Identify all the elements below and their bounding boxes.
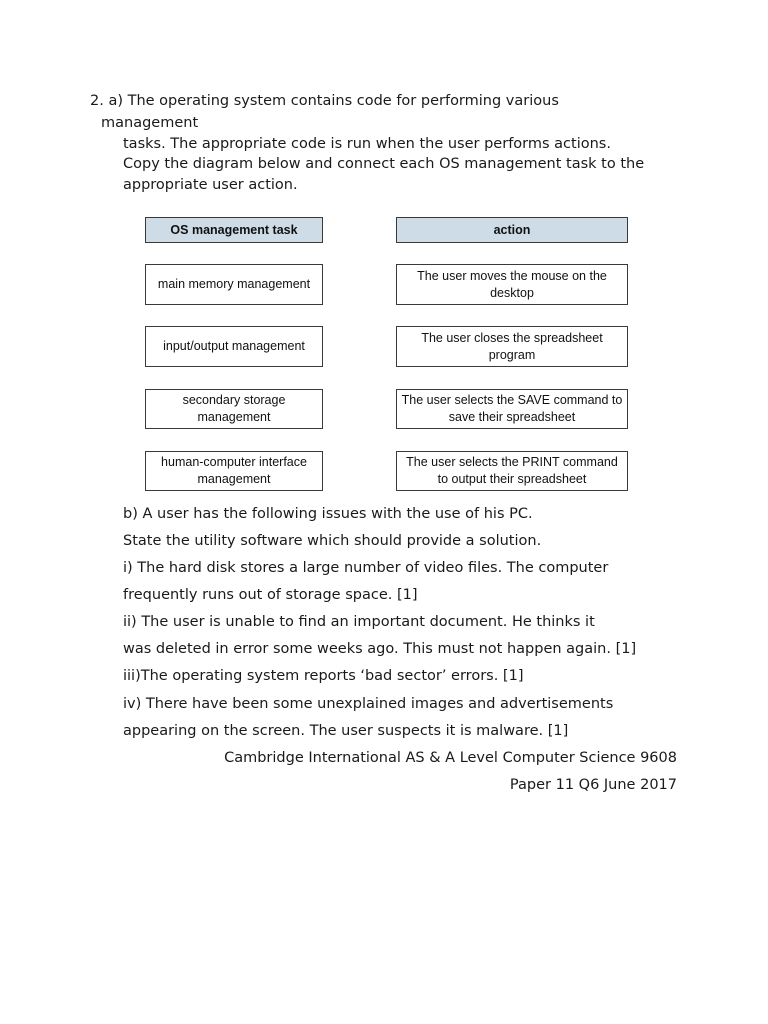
source-line-2: Paper 11 Q6 June 2017 xyxy=(509,777,677,793)
task-box-io: input/output management xyxy=(145,326,323,367)
action-box-mouse: The user moves the mouse on the desktop xyxy=(396,264,628,305)
task-column-header: OS management task xyxy=(145,217,323,243)
source-line-1: Cambridge International AS & A Level Computer Science 9608 xyxy=(224,750,677,766)
question-b-line-3: i) The hard disk stores a large number of video files. The computer xyxy=(123,560,609,576)
question-b-line-9: appearing on the screen. The user suspects it is malware. [1] xyxy=(123,723,569,739)
question-a-line-1: 2. a) The operating system contains code for performing various xyxy=(90,93,559,109)
question-b-line-8: iv) There have been some unexplained images and advertisements xyxy=(123,696,614,712)
question-b-line-2: State the utility software which should provide a solution. xyxy=(123,533,542,549)
question-b-line-1: b) A user has the following issues with the use of his PC. xyxy=(123,506,533,522)
action-box-close: The user closes the spreadsheet program xyxy=(396,326,628,367)
task-box-hci: human-computer interface management xyxy=(145,451,323,491)
action-column-header: action xyxy=(396,217,628,243)
question-b-line-4: frequently runs out of storage space. [1] xyxy=(123,587,418,603)
question-a-line-5: appropriate user action. xyxy=(123,177,298,193)
question-b-line-6: was deleted in error some weeks ago. This must not happen again. [1] xyxy=(123,641,637,657)
question-a-line-2: management xyxy=(101,115,199,131)
question-a-line-3: tasks. The appropriate code is run when the user performs actions. xyxy=(123,136,611,152)
question-a-line-4: Copy the diagram below and connect each OS management task to the xyxy=(123,156,645,172)
task-box-main-memory: main memory management xyxy=(145,264,323,305)
action-box-print: The user selects the PRINT command to output their spreadsheet xyxy=(396,451,628,491)
task-box-secondary-storage: secondary storage management xyxy=(145,389,323,429)
question-b-line-7: iii)The operating system reports ‘bad sector’ errors. [1] xyxy=(123,668,524,684)
action-box-save: The user selects the SAVE command to save their spreadsheet xyxy=(396,389,628,429)
question-b-line-5: ii) The user is unable to find an important document. He thinks it xyxy=(123,614,595,630)
